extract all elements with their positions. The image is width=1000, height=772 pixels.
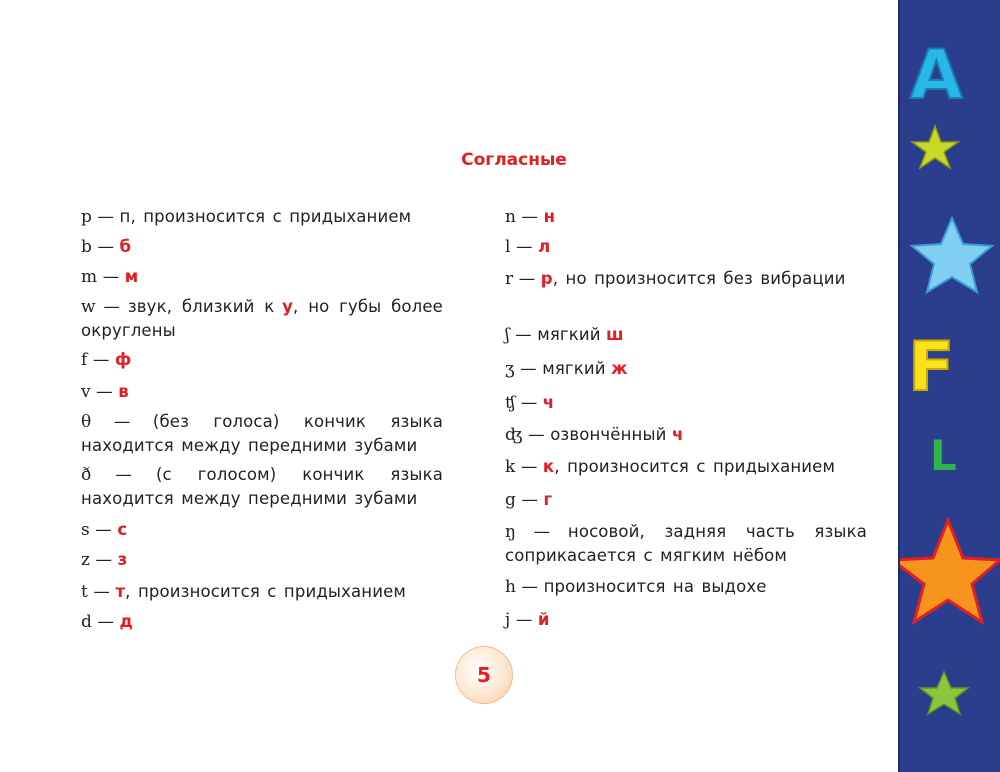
right-entry xyxy=(505,608,867,632)
russian-letter: ж xyxy=(610,359,628,378)
phonetic-symbol: t xyxy=(81,582,88,602)
russian-letter: б xyxy=(119,237,132,256)
dash: — xyxy=(515,325,532,344)
dash: — xyxy=(518,269,536,288)
right-entry xyxy=(505,357,867,381)
star-icon xyxy=(912,126,958,168)
entry-text: звук, близкий к xyxy=(127,297,275,316)
dash: — xyxy=(113,412,131,431)
phonetic-symbol: θ xyxy=(81,412,92,432)
russian-letter: д xyxy=(119,612,133,631)
letter-l-icon: L xyxy=(930,431,957,480)
phonetic-symbol: m xyxy=(81,267,98,287)
left-entry xyxy=(81,610,443,634)
russian-letter: ф xyxy=(114,350,132,369)
phonetic-symbol: j xyxy=(505,610,511,630)
russian-letter: н xyxy=(543,207,556,226)
phonetic-symbol: ʃ xyxy=(505,325,510,345)
letter-a-icon: A xyxy=(910,36,963,115)
dash: — xyxy=(520,393,538,412)
dash: — xyxy=(521,490,539,509)
russian-letter: ч xyxy=(671,425,684,444)
russian-letter: м xyxy=(124,267,139,286)
phonetic-symbol: n xyxy=(505,207,517,227)
left-entry xyxy=(81,295,443,343)
dash: — xyxy=(92,350,110,369)
left-entry xyxy=(81,548,443,572)
russian-letter: й xyxy=(537,610,550,629)
right-entry xyxy=(505,520,867,568)
russian-letter: з xyxy=(117,550,128,569)
left-entry xyxy=(81,265,443,289)
right-entry xyxy=(505,423,867,447)
russian-letter: т xyxy=(115,582,126,601)
right-entry xyxy=(505,575,867,599)
entry-text: носовой, задняя часть языка соприкасается с мягким нёбом xyxy=(505,522,867,565)
page-number: 5 xyxy=(455,646,513,704)
left-entry xyxy=(81,348,443,372)
dash: — xyxy=(533,522,551,541)
dash: — xyxy=(97,207,115,226)
phonetic-symbol: ð xyxy=(81,465,92,485)
right-entry xyxy=(505,267,867,291)
dash: — xyxy=(102,267,120,286)
dash: — xyxy=(103,297,121,316)
entry-text: (с голосом) кончик языка находится между передними зубами xyxy=(81,465,443,508)
phonetic-symbol: b xyxy=(81,237,93,257)
right-entry xyxy=(505,391,867,415)
phonetic-symbol: s xyxy=(81,520,90,540)
entry-text: (без голоса) кончик языка находится между передними зубами xyxy=(81,412,443,455)
dash: — xyxy=(95,550,113,569)
phonetic-symbol: l xyxy=(505,237,511,257)
left-entry xyxy=(81,380,443,404)
phonetic-symbol: p xyxy=(81,207,93,227)
dash: — xyxy=(521,207,539,226)
phonetic-symbol: ʤ xyxy=(505,425,523,445)
left-entry xyxy=(81,518,443,542)
russian-letter: у xyxy=(282,297,294,316)
dash: — xyxy=(515,610,533,629)
left-entry xyxy=(81,235,443,259)
right-entry xyxy=(505,323,867,347)
dash: — xyxy=(520,359,537,378)
russian-letter: л xyxy=(538,237,551,256)
phonetic-symbol: ʧ xyxy=(505,393,516,413)
dash: — xyxy=(96,382,113,401)
russian-letter: г xyxy=(543,490,553,509)
phonetic-symbol: f xyxy=(81,350,88,370)
phonetic-symbol: ʒ xyxy=(505,359,515,379)
star-icon xyxy=(920,672,968,714)
russian-letter: ш xyxy=(606,325,624,344)
right-entry xyxy=(505,235,867,259)
left-entry xyxy=(81,463,443,511)
entry-text: озвончённый xyxy=(550,425,667,444)
dash: — xyxy=(528,425,545,444)
phonetic-symbol: d xyxy=(81,612,93,632)
right-entry xyxy=(505,205,867,229)
russian-letter: с xyxy=(117,520,128,539)
dash: — xyxy=(516,237,533,256)
phonetic-symbol: z xyxy=(81,550,91,570)
left-entry xyxy=(81,410,443,458)
entry-text: , произносится с придыханием xyxy=(125,582,406,601)
star-icon xyxy=(912,218,992,292)
entry-text: произносится на выдохе xyxy=(543,577,767,596)
russian-letter: в xyxy=(118,382,129,401)
entry-text: , произносится с придыханием xyxy=(554,457,836,476)
left-entry xyxy=(81,580,443,604)
phonetic-symbol: k xyxy=(505,457,516,477)
entry-text: , но губы более округлены xyxy=(81,297,443,340)
phonetic-symbol: g xyxy=(505,490,517,510)
dash: — xyxy=(97,612,115,631)
sidebar-art xyxy=(900,0,1000,772)
dash: — xyxy=(93,582,111,601)
entry-text: п, произносится с придыханием xyxy=(119,207,412,226)
left-entry xyxy=(81,205,443,229)
phonetic-symbol: h xyxy=(505,577,517,597)
dash: — xyxy=(97,237,115,256)
entry-text: , но произносится без вибрации xyxy=(552,269,846,288)
section-title: Согласные xyxy=(461,150,567,170)
dash: — xyxy=(520,457,538,476)
phonetic-symbol: v xyxy=(81,382,91,402)
decorative-sidebar xyxy=(898,0,1000,772)
star-icon xyxy=(900,520,1000,622)
entry-text: мягкий xyxy=(542,359,606,378)
phonetic-symbol: r xyxy=(505,269,514,289)
russian-letter: к xyxy=(542,457,555,476)
phonetic-symbol: w xyxy=(81,297,96,317)
right-entry xyxy=(505,488,867,512)
phonetic-symbol: ŋ xyxy=(505,522,517,542)
dash: — xyxy=(521,577,539,596)
dash: — xyxy=(95,520,112,539)
right-entry xyxy=(505,455,867,479)
entry-text: мягкий xyxy=(537,325,601,344)
dash: — xyxy=(115,465,132,484)
russian-letter: ч xyxy=(542,393,555,412)
russian-letter: р xyxy=(540,269,553,288)
letter-f-icon: F xyxy=(908,328,955,407)
